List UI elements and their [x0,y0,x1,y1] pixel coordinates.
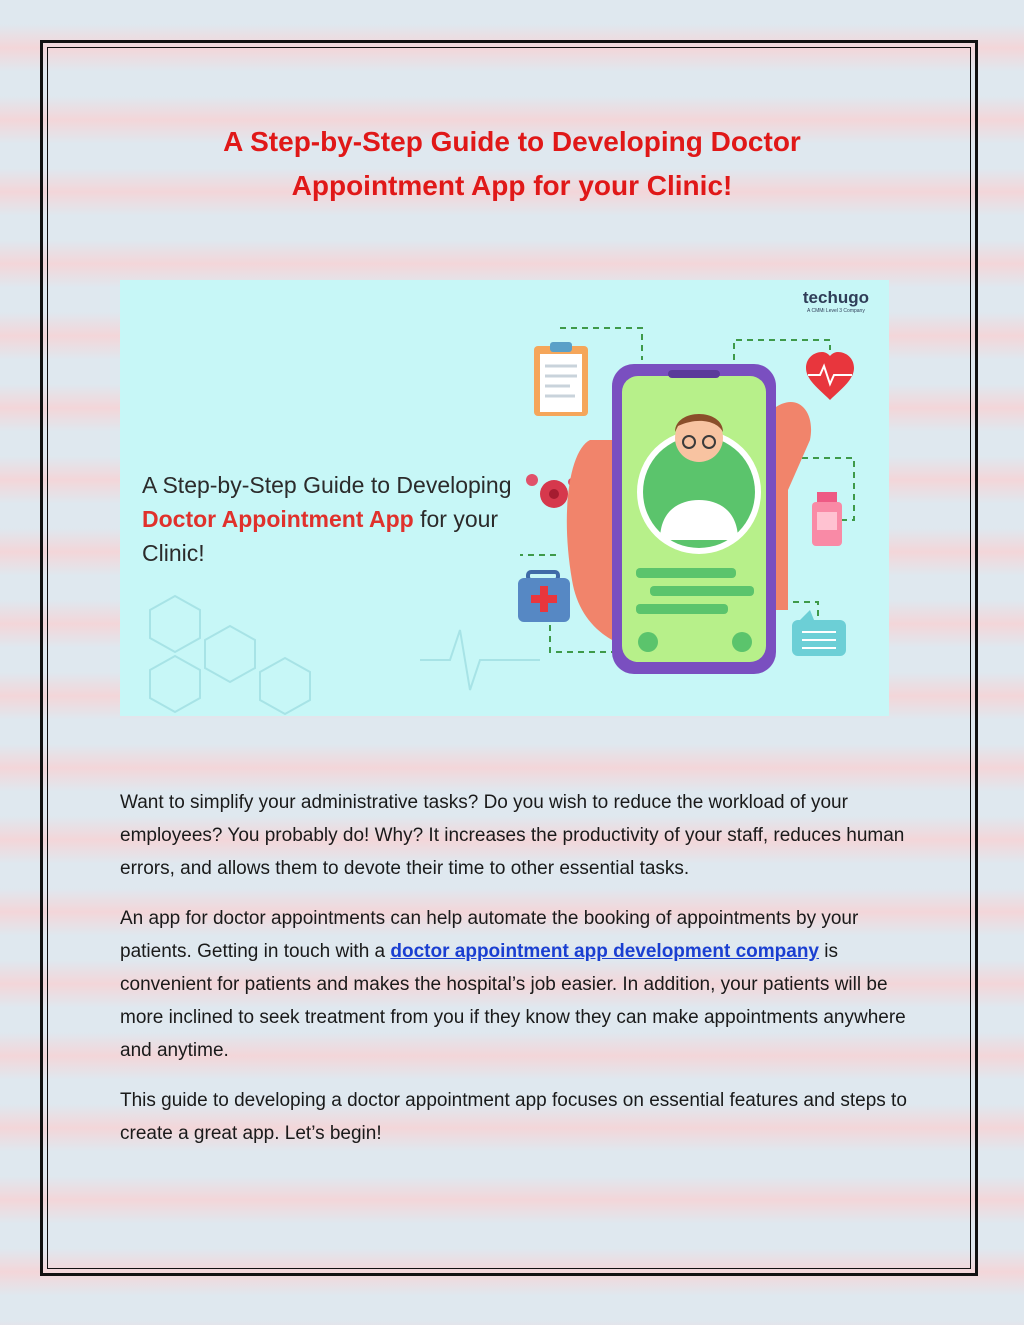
phone-call-icon [638,632,658,652]
hero-heading-part2: for your Clinic! [142,506,499,566]
brand-name: techugo [802,288,869,307]
paragraph-1: Want to simplify your administrative tasks? Do you wish to reduce the workload of your employees? You probably do! Why? It increases the productivity of your staff, reduces human errors, and allows them to devote their time to other essential tasks. [120,792,905,879]
brand-logo [803,288,869,314]
video-call-icon [732,632,752,652]
company-link[interactable]: doctor appointment app development company [390,941,819,962]
paragraph-2-end: is convenient for patients and makes the hospital’s job easier. In addition, your patients will be more inclined to seek treatment from you if they know they can make appointments anywhere and anytime. [120,941,906,1061]
title-line-1: A Step-by-Step Guide to Developing Doctor [223,126,801,157]
hero-heading-highlight: Doctor Appointment App [142,506,414,532]
document-title [120,120,904,208]
clipboard-icon [534,342,588,416]
paragraph-2 [120,902,910,1067]
hero-image [120,280,889,716]
ecg-line [420,630,540,690]
paragraph-2-start: An app for doctor appointments can help automate the booking of appointments by your patients. Getting in touch with a [120,908,859,962]
hexagon-pattern [150,596,310,714]
paragraph-3: This guide to developing a doctor appointment app focuses on essential features and steps to create a great app. Let’s begin! [120,1090,907,1144]
chat-bubble-icon [792,610,846,656]
title-line-2: Appointment App for your Clinic! [291,170,733,201]
medicine-bottle-icon [812,492,842,546]
hero-heading [142,468,532,570]
phone-illustration [612,364,776,674]
heart-rate-icon [806,352,854,400]
document-body [120,786,910,1167]
hero-heading-part1: A Step-by-Step Guide to Developing [142,472,512,498]
first-aid-kit-icon [518,572,570,622]
brand-tagline: A CMMi Level 3 Company [807,308,865,314]
